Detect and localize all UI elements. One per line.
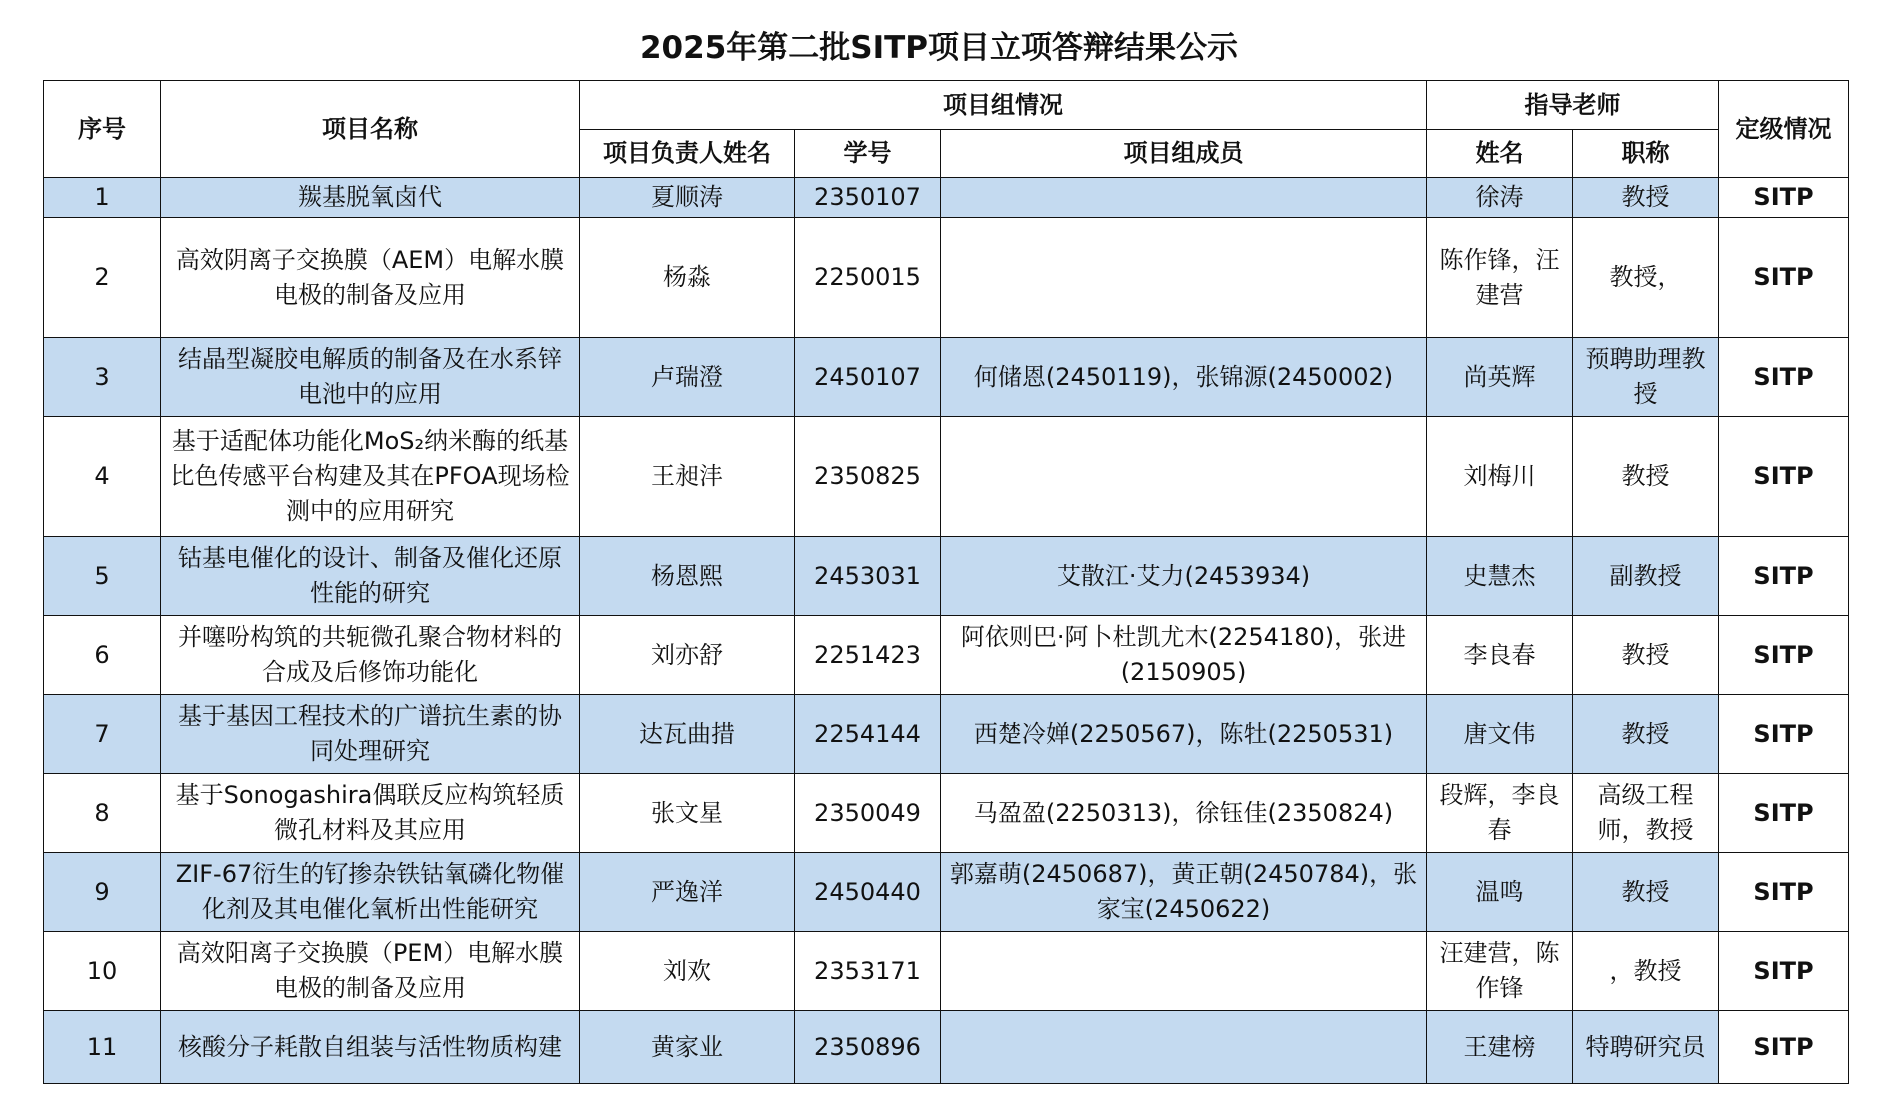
- cell-leader: 王昶沣: [580, 417, 795, 537]
- table-row: [44, 417, 1849, 537]
- cell-student-id: 2350049: [795, 774, 941, 853]
- cell-leader: 卢瑞澄: [580, 338, 795, 417]
- cell-leader: 杨恩熙: [580, 537, 795, 616]
- cell-seq: 7: [44, 695, 161, 774]
- cell-members: [941, 218, 1427, 338]
- cell-advisor-title: 高级工程师，教授: [1573, 774, 1719, 853]
- cell-project-name: 高效阴离子交换膜（AEM）电解水膜电极的制备及应用: [161, 218, 580, 338]
- cell-level: SITP: [1719, 616, 1849, 695]
- table-row: [44, 774, 1849, 853]
- cell-members: 阿依则巴·阿卜杜凯尤木(2254180)，张进(2150905): [941, 616, 1427, 695]
- cell-project-name: 高效阳离子交换膜（PEM）电解水膜电极的制备及应用: [161, 932, 580, 1011]
- cell-level: SITP: [1719, 537, 1849, 616]
- header-advisor-name: 姓名: [1427, 130, 1573, 178]
- cell-advisor-name: 汪建营，陈作锋: [1427, 932, 1573, 1011]
- cell-level: SITP: [1719, 932, 1849, 1011]
- cell-project-name: ZIF-67衍生的钌掺杂铁钴氧磷化物催化剂及其电催化氧析出性能研究: [161, 853, 580, 932]
- results-table: [43, 80, 1849, 1084]
- table-row: [44, 537, 1849, 616]
- cell-seq: 11: [44, 1011, 161, 1084]
- cell-student-id: 2353171: [795, 932, 941, 1011]
- cell-members: 马盈盈(2250313)，徐钰佳(2350824): [941, 774, 1427, 853]
- cell-seq: 10: [44, 932, 161, 1011]
- cell-student-id: 2450107: [795, 338, 941, 417]
- cell-seq: 3: [44, 338, 161, 417]
- cell-advisor-title: 教授: [1573, 417, 1719, 537]
- table-row: [44, 178, 1849, 218]
- cell-leader: 严逸洋: [580, 853, 795, 932]
- cell-student-id: 2251423: [795, 616, 941, 695]
- cell-members: 郭嘉萌(2450687)，黄正朝(2450784)，张家宝(2450622): [941, 853, 1427, 932]
- cell-members: [941, 932, 1427, 1011]
- page-title: 2025年第二批SITP项目立项答辩结果公示: [639, 30, 1238, 66]
- cell-seq: 2: [44, 218, 161, 338]
- cell-student-id: 2350107: [795, 178, 941, 218]
- cell-project-name: 核酸分子耗散自组装与活性物质构建: [161, 1011, 580, 1084]
- cell-members: [941, 178, 1427, 218]
- cell-level: SITP: [1719, 417, 1849, 537]
- cell-advisor-title: 教授: [1573, 616, 1719, 695]
- cell-advisor-name: 史慧杰: [1427, 537, 1573, 616]
- header-leader: 项目负责人姓名: [580, 130, 795, 178]
- cell-seq: 4: [44, 417, 161, 537]
- cell-members: 西楚冷婵(2250567)，陈牡(2250531): [941, 695, 1427, 774]
- cell-level: SITP: [1719, 853, 1849, 932]
- cell-members: [941, 417, 1427, 537]
- table-row: [44, 338, 1849, 417]
- cell-student-id: 2453031: [795, 537, 941, 616]
- cell-student-id: 2350896: [795, 1011, 941, 1084]
- cell-advisor-title: 教授: [1573, 695, 1719, 774]
- cell-project-name: 基于基因工程技术的广谱抗生素的协同处理研究: [161, 695, 580, 774]
- cell-seq: 9: [44, 853, 161, 932]
- cell-leader: 张文星: [580, 774, 795, 853]
- cell-advisor-title: 特聘研究员: [1573, 1011, 1719, 1084]
- cell-project-name: 并噻吩构筑的共轭微孔聚合物材料的合成及后修饰功能化: [161, 616, 580, 695]
- cell-advisor-title: 副教授: [1573, 537, 1719, 616]
- cell-advisor-title: 教授: [1573, 178, 1719, 218]
- cell-advisor-title: 预聘助理教授: [1573, 338, 1719, 417]
- cell-advisor-title: ，教授: [1573, 932, 1719, 1011]
- cell-advisor-name: 刘梅川: [1427, 417, 1573, 537]
- cell-student-id: 2250015: [795, 218, 941, 338]
- table-row: [44, 1011, 1849, 1084]
- header-seq: 序号: [44, 81, 161, 178]
- cell-level: SITP: [1719, 218, 1849, 338]
- cell-advisor-name: 徐涛: [1427, 178, 1573, 218]
- header-advisor-title: 职称: [1573, 130, 1719, 178]
- header-student-id: 学号: [795, 130, 941, 178]
- cell-project-name: 羰基脱氧卤代: [161, 178, 580, 218]
- cell-project-name: 基于适配体功能化MoS₂纳米酶的纸基比色传感平台构建及其在PFOA现场检测中的应用研究: [161, 417, 580, 537]
- table-row: [44, 932, 1849, 1011]
- cell-advisor-name: 王建榜: [1427, 1011, 1573, 1084]
- cell-advisor-name: 陈作锋，汪建营: [1427, 218, 1573, 338]
- header-advisor: 指导老师: [1427, 81, 1719, 130]
- table-row: [44, 218, 1849, 338]
- cell-leader: 刘亦舒: [580, 616, 795, 695]
- cell-leader: 黄家业: [580, 1011, 795, 1084]
- cell-level: SITP: [1719, 695, 1849, 774]
- cell-members: 何储恩(2450119)，张锦源(2450002): [941, 338, 1427, 417]
- table-row: [44, 616, 1849, 695]
- header-members: 项目组成员: [941, 130, 1427, 178]
- cell-seq: 5: [44, 537, 161, 616]
- cell-advisor-title: 教授，: [1573, 218, 1719, 338]
- header-project-group: 项目组情况: [580, 81, 1427, 130]
- cell-level: SITP: [1719, 178, 1849, 218]
- cell-advisor-title: 教授: [1573, 853, 1719, 932]
- cell-seq: 6: [44, 616, 161, 695]
- cell-level: SITP: [1719, 338, 1849, 417]
- cell-leader: 达瓦曲措: [580, 695, 795, 774]
- cell-seq: 1: [44, 178, 161, 218]
- cell-advisor-name: 唐文伟: [1427, 695, 1573, 774]
- cell-members: 艾散江·艾力(2453934): [941, 537, 1427, 616]
- table-row: [44, 853, 1849, 932]
- cell-project-name: 结晶型凝胶电解质的制备及在水系锌电池中的应用: [161, 338, 580, 417]
- header-level: 定级情况: [1719, 81, 1849, 178]
- cell-project-name: 钴基电催化的设计、制备及催化还原性能的研究: [161, 537, 580, 616]
- cell-leader: 刘欢: [580, 932, 795, 1011]
- table-row: [44, 695, 1849, 774]
- cell-student-id: 2450440: [795, 853, 941, 932]
- cell-level: SITP: [1719, 1011, 1849, 1084]
- cell-advisor-name: 李良春: [1427, 616, 1573, 695]
- cell-members: [941, 1011, 1427, 1084]
- cell-leader: 杨淼: [580, 218, 795, 338]
- cell-advisor-name: 温鸣: [1427, 853, 1573, 932]
- cell-leader: 夏顺涛: [580, 178, 795, 218]
- cell-level: SITP: [1719, 774, 1849, 853]
- cell-advisor-name: 尚英辉: [1427, 338, 1573, 417]
- cell-seq: 8: [44, 774, 161, 853]
- cell-project-name: 基于Sonogashira偶联反应构筑轻质微孔材料及其应用: [161, 774, 580, 853]
- cell-student-id: 2254144: [795, 695, 941, 774]
- header-project-name: 项目名称: [161, 81, 580, 178]
- cell-advisor-name: 段辉，李良春: [1427, 774, 1573, 853]
- cell-student-id: 2350825: [795, 417, 941, 537]
